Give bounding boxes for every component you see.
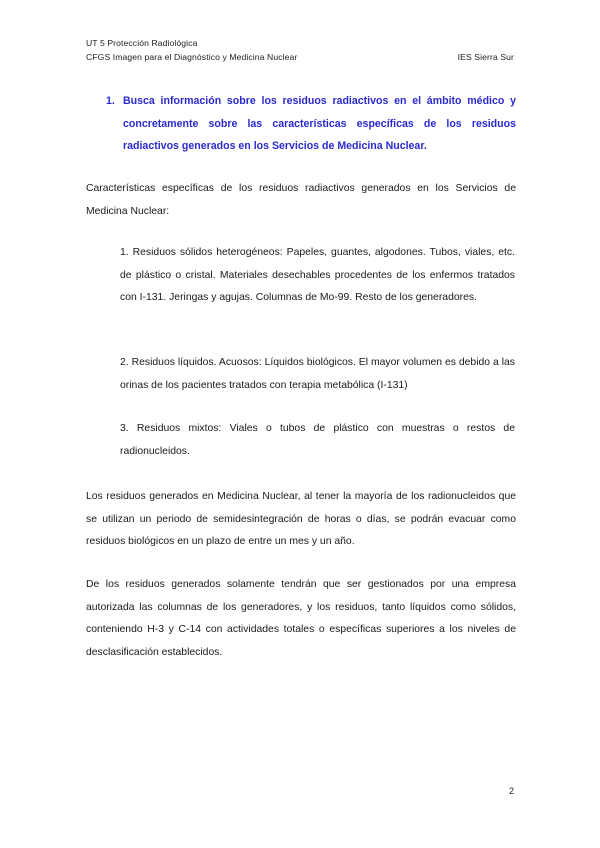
page-number: 2 — [508, 786, 514, 796]
question-block — [106, 90, 516, 158]
list-item-solid-waste: 1. Residuos sólidos heterogéneos: Papeles, guantes, algodones. Tubos, viales, etc. de plástico o cristal. Materiales desechables procedentes de los enfermos tratados con I-131. Jeringas y agujas. Columnas de Mo-99. Resto de los generadores. — [120, 247, 515, 303]
paragraph-disposal: Los residuos generados en Medicina Nuclear, al tener la mayoría de los radionucleidos que se utilizan un periodo de semidesintegración de horas o días, se podrán evacuar como residuos biológicos en un plazo de entre un mes y un año. — [86, 491, 516, 547]
list-item-liquid-waste: 2. Residuos líquidos. Acuosos: Líquidos biológicos. El mayor volumen es debido a las orinas de los pacientes tratados con terapia metabólica (I-131) — [120, 357, 515, 391]
intro-paragraph: Características específicas de los residuos radiactivos generados en los Servicios de Medicina Nuclear: — [86, 183, 516, 217]
paragraph-management: De los residuos generados solamente tendrán que ser gestionados por una empresa autorizada las columnas de los generadores, y los residuos, tanto líquidos como sólidos, conteniendo H-3 y C-14 con actividades totales o específicas superiores a los niveles de desclasificación establecidos. — [86, 579, 516, 658]
list-item-mixed-waste: 3. Residuos mixtos: Viales o tubos de plástico con muestras o restos de radionucleidos. — [120, 423, 515, 457]
header-school: IES Sierra Sur — [457, 52, 514, 62]
question-number: 1. — [106, 95, 115, 107]
header-program: CFGS Imagen para el Diagnóstico y Medicina Nuclear — [86, 52, 298, 62]
question-text: Busca información sobre los residuos radiactivos en el ámbito médico y concretamente sobre las características específicas de los residuos radiactivos generados en los Servicios de Medicina Nuclear. — [123, 95, 516, 152]
header-line — [86, 52, 514, 62]
header-course-title: UT 5 Protección Radiológica — [86, 38, 198, 48]
